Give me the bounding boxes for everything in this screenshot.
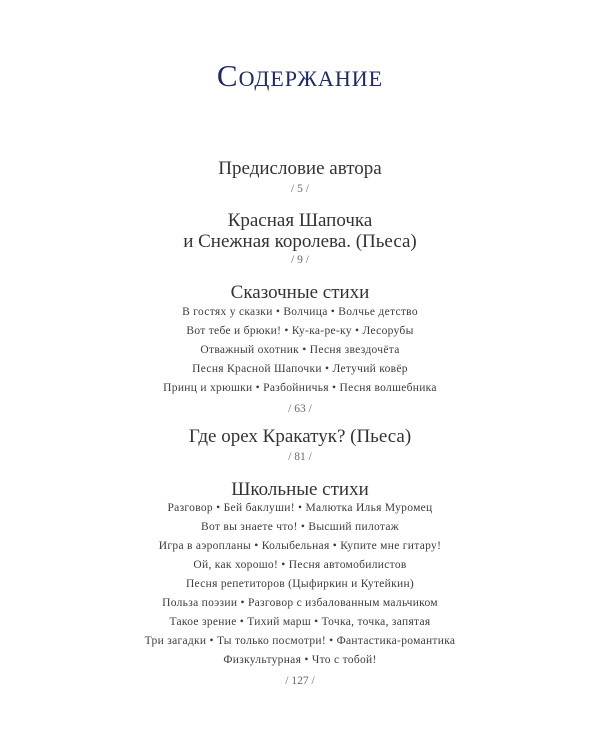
toc-line: Разговор • Бей баклуши! • Малютка Илья Муромец [167, 502, 433, 514]
toc-line: Песня Красной Шапочки • Летучий ковёр [192, 363, 408, 375]
section-title: Красная Шапочка [227, 210, 373, 231]
toc-line: Песня репетиторов (Цыфиркин и Кутейкин) [185, 578, 415, 590]
page-number: / 5 / [291, 183, 309, 195]
page-number: / 63 / [288, 403, 312, 415]
page-number: / 127 / [285, 675, 315, 687]
toc-line: Вот вы знаете что! • Высший пилотаж [200, 521, 400, 533]
toc-line: В гостях у сказки • Волчица • Волчье детство [182, 306, 418, 318]
toc-line: Польза поэзии • Разговор с избалованным мальчиком [162, 597, 438, 609]
toc-line: Игра в аэропланы • Колыбельная • Купите мне гитару! [158, 540, 442, 552]
toc-line: Ой, как хорошо! • Песня автомобилистов [193, 559, 407, 571]
section-title: Где орех Кракатук? (Пьеса) [188, 426, 412, 447]
toc-line: Отважный охотник • Песня звездочёта [200, 344, 400, 356]
section-title: Сказочные стихи [230, 282, 370, 303]
toc-line: Физкультурная • Что с тобой! [223, 654, 377, 666]
toc-line: Такое зрение • Тихий марш • Точка, точка, запятая [169, 616, 431, 628]
toc-line: Принц и хрюшки • Разбойничья • Песня волшебника [163, 382, 437, 394]
toc-line: Три загадки • Ты только посмотри! • Фантастика-романтика [144, 635, 456, 647]
toc-line: Вот тебе и брюки! • Ку-ка-ре-ку • Лесорубы [186, 325, 414, 337]
section-title: и Снежная королева. (Пьеса) [183, 231, 417, 252]
page-number: / 9 / [291, 254, 309, 266]
section-title: Предисловие автора [218, 158, 382, 179]
page-number: / 81 / [288, 451, 312, 463]
section-title: Школьные стихи [231, 479, 369, 500]
page-title: Содержание [216, 58, 384, 93]
